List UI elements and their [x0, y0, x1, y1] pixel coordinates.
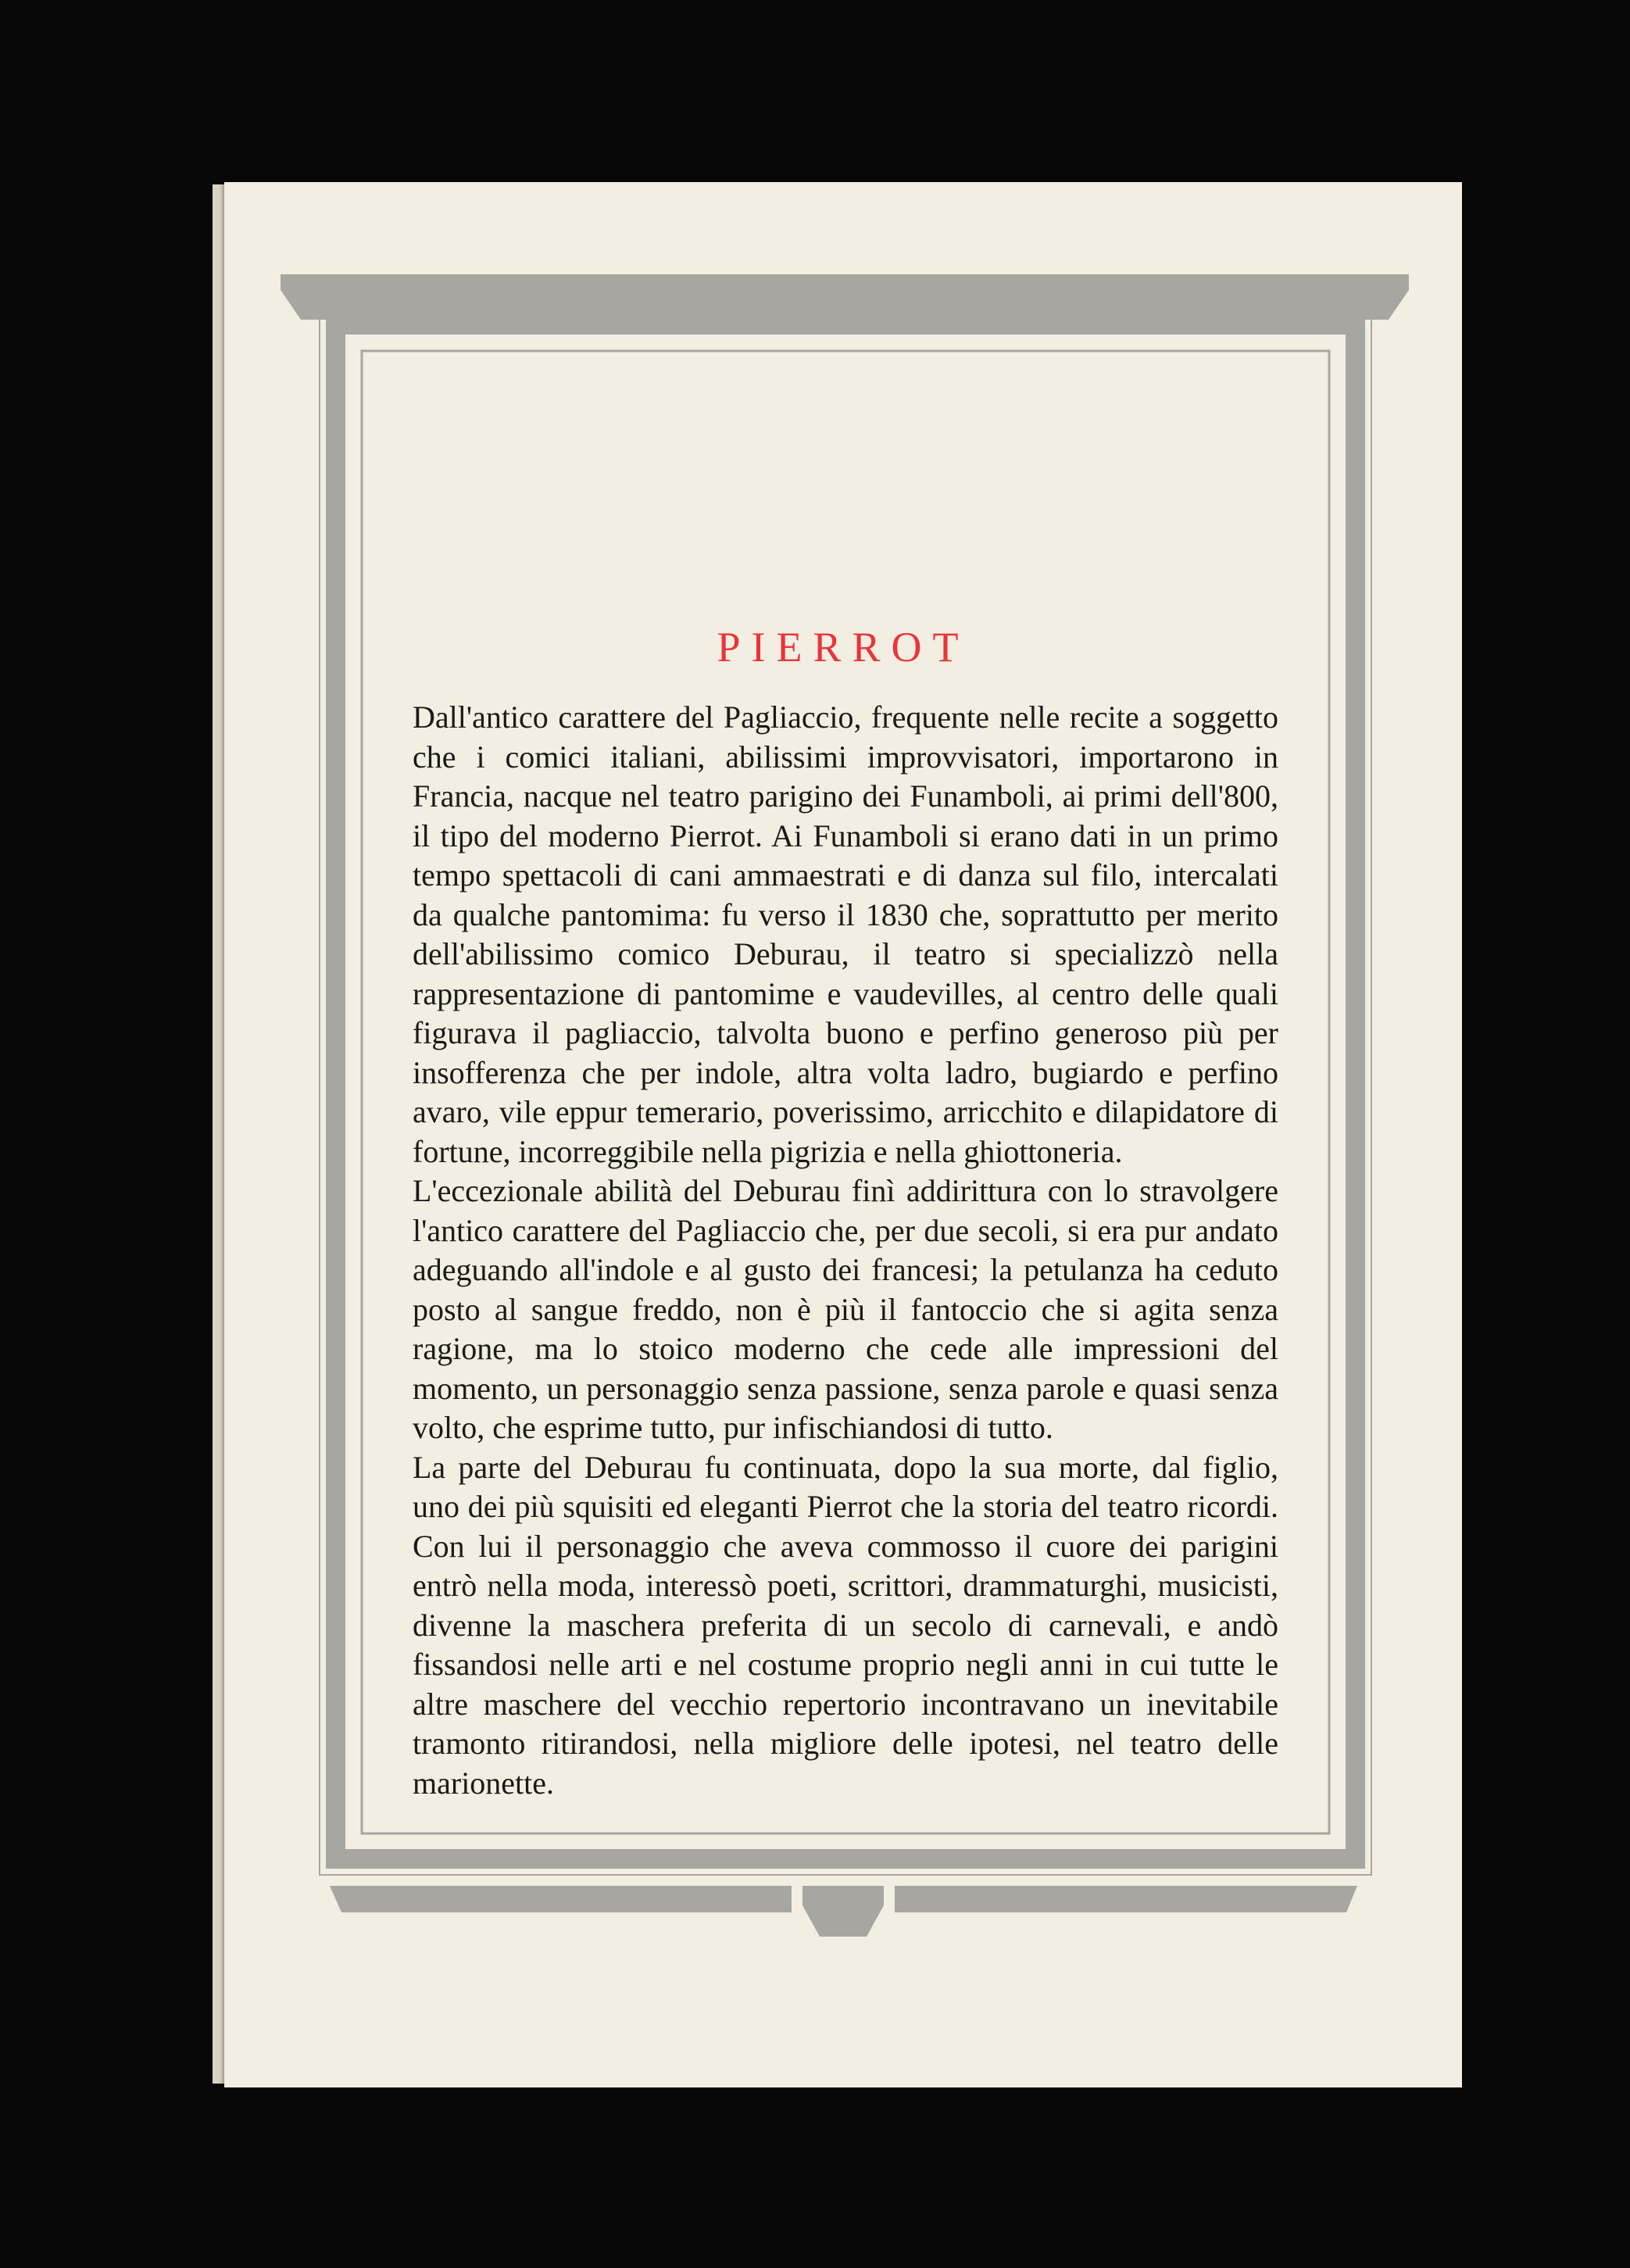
page-title: PIERROT [717, 624, 970, 671]
frame-bottom-right-base [895, 1886, 1357, 1912]
paragraph-3: La parte del Deburau fu continuata, dopo la sua morte, dal figlio, uno dei più squisiti ed eleganti Pierrot che la storia del teatro ricordi. Con lui il personaggio che aveva commosso il cuore dei parigini entrò nella moda, interessò poeti, scrittori, drammaturghi, musicisti, divenne la maschera preferita di un secolo di carnevali, e andò fissandosi nelle arti e nel costume proprio negli anni in cui tutte le altre maschere del vecchio repertorio incontravano un inevitabile tramonto ritirandosi, nella migliore delle ipotesi, nel teatro delle marionette. [413, 1449, 1278, 1801]
paragraph-2: L'eccezionale abilità del Deburau finì addirittura con lo stravolgere l'antico carattere del Pagliaccio che, per due secoli, si era pur andato adeguando all'indole e al gusto dei francesi; la petulanza ha ceduto posto al sangue freddo, non è più il fantoccio che si agita senza ragione, ma lo stoico moderno che cede alle impressioni del momento, un personaggio senza passione, senza parole e quasi senza volto, che esprime tutto, pur infischiandosi di tutto. [413, 1173, 1278, 1445]
body-text [413, 698, 1278, 1803]
card-left-edge [213, 184, 225, 2084]
paragraph-1: Dall'antico carattere del Pagliaccio, frequente nelle recite a soggetto che i comici italiani, abilissimi improvvisatori, importarono in Francia, nacque nel teatro parigino dei Funamboli, ai primi dell'800, il tipo del moderno Pierrot. Ai Funamboli si erano dati in un primo tempo spettacoli di cani ammaestrati e di danza sul filo, intercalati da qualche pantomima: fu verso il 1830 che, soprattutto per merito dell'abilissimo comico Deburau, il teatro si specializzò nella rappresentazione di pantomime e vaudevilles, al centro delle quali figurava il pagliaccio, talvolta buono e perfino generoso più per insofferenza che per indole, altra volta ladro, bugiardo e perfino avaro, vile eppur temerario, poverissimo, arricchito e dilapidatore di fortune, incorreggibile nella pigrizia e nella ghiottoneria. [413, 699, 1278, 1169]
frame-top-cornice [281, 274, 1409, 290]
frame-bottom-left-base [330, 1886, 792, 1912]
printed-card [224, 182, 1462, 2087]
frame-bottom-keystone [802, 1886, 884, 1937]
